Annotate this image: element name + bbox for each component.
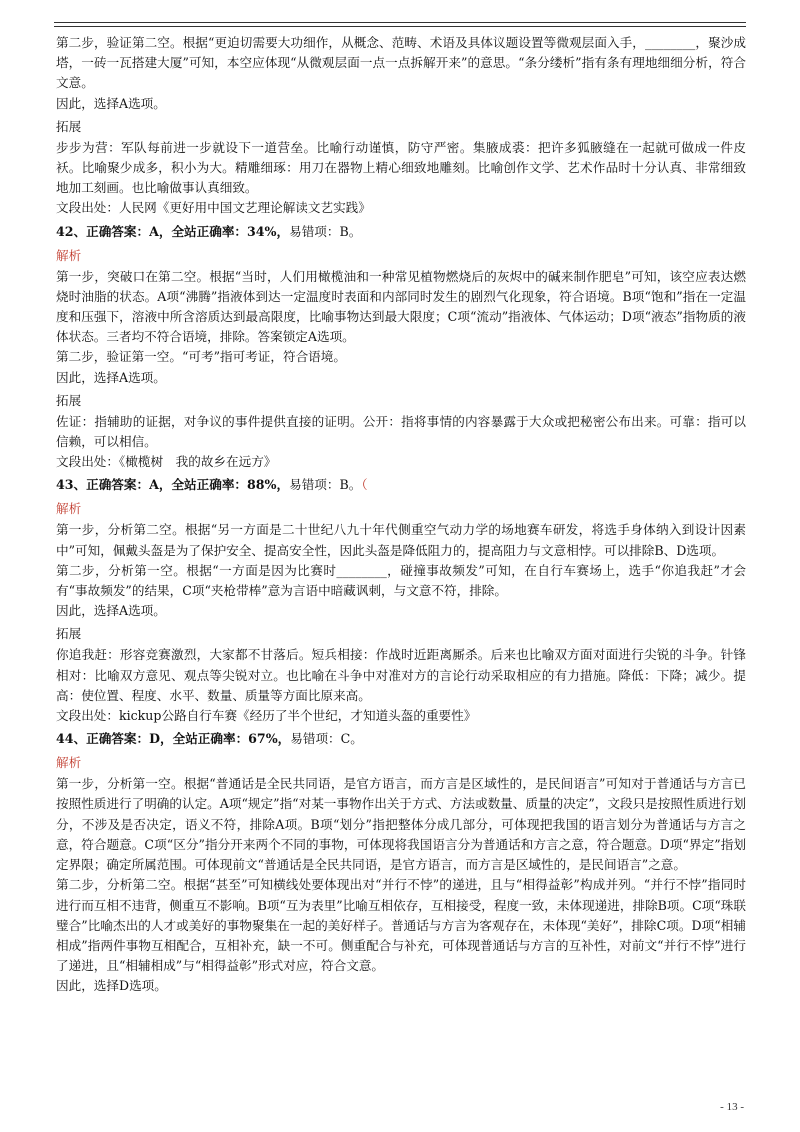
answer-line — [56, 728, 746, 750]
paragraph: 文段出处：人民网《更好用中国文艺理论解读文艺实践》 — [56, 200, 371, 216]
error-item: 易错项：C。 — [290, 731, 363, 747]
paragraph: 佐证：指辅助的证据，对争议的事件提供直接的证明。公开：指将事情的内容暴露于大众或把秘密公布出来。可靠：指可以信赖，可以相信。 — [56, 413, 746, 450]
paragraph: 第一步，突破口在第二空。根据“当时，人们用橄榄油和一种常见植物燃烧后的灰烬中的碱来制作肥皂”可知，该空应表达燃烧时油脂的状态。A项“沸腾”指液体到达一定温度时表面和内部同时发生的剧烈气化现象，符合语境。B项“饱和”指在一定温度和压强下，溶液中所含溶质达到最高限度，比喻事物达到最大限度；C项“流动”指液体、气体运动；D项“液态”指物质的液体状态。三者均不符合语境，排除。答案锁定A选项。 — [56, 268, 746, 345]
paragraph: 文段出处：kickup公路自行车赛《经历了半个世纪，才知道头盔的重要性》 — [56, 708, 477, 724]
error-item: 易错项：B。 — [289, 477, 362, 493]
extension-heading: 拓展 — [56, 392, 82, 408]
paragraph: 第二步，验证第一空。“可考”指可考证，符合语境。 — [56, 349, 346, 365]
paragraph: 因此，选择D选项。 — [56, 978, 167, 994]
answer-line — [56, 221, 746, 243]
paragraph: 你追我赶：形容竞赛激烈，大家都不甘落后。短兵相接：作战时近距离厮杀。后来也比喻双方面对面进行尖锐的斗争。针锋相对：比喻双方意见、观点等尖锐对立。也比喻在斗争中对准对方的言论行动采取相应的有力措施。降低：下降；减少。提高：使位置、程度、水平、数量、质量等方面比原来高。 — [56, 647, 746, 703]
answer-main: 43、正确答案：A，全站正确率：88%， — [56, 477, 290, 493]
analysis-heading: 解析 — [56, 755, 82, 771]
answer-line — [56, 474, 746, 496]
paragraph: 第二步，分析第一空。根据“一方面是因为比赛时________，碰撞事故频发”可知，在自行车赛场上，选手“你追我赶”才会有“事故频发”的结果，C项“夹枪带棒”意为言语中暗藏讽刺，与文意不符，排除。 — [56, 562, 746, 599]
paragraph: 第二步，验证第二空。根据“更迫切需要大功细作，从概念、范畴、术语及具体议题设置等微观层面入手，________，聚沙成塔，一砖一瓦搭建大厦”可知，本空应体现“从微观层面一点一点拆解开来”的意思。“条分缕析”指有条有理地细细分析，符合文意。 — [56, 35, 746, 91]
paragraph: 第二步，分析第二空。根据“甚至”可知横线处要体现出对“并行不悖”的递进，且与“相得益彰”构成并列。“并行不悖”指同时进行而互相不违背，侧重互不影响。B项“互为表里”比喻互相依存，互相接受，程度一致，未体现递进，排除B项。C项“珠联璧合”比喻杰出的人才或美好的事物聚集在一起的美好样子。普通话与方言为客观存在，未体现“美好”，排除C项。D项“相辅相成”指两件事物互相配合，互相补充，缺一不可。侧重配合与补充，可体现普通话与方言的互补性，对前文“并行不悖”进行了递进，且“相辅相成”与“相得益彰”形式对应，符合文意。 — [56, 877, 746, 974]
analysis-heading: 解析 — [56, 247, 82, 263]
header-rule-thick — [54, 22, 746, 23]
answer-main: 44、正确答案：D，全站正确率：67%， — [56, 731, 291, 747]
paragraph: 第一步，分析第一空。根据“普通话是全民共同语，是官方语言，而方言是区域性的，是民间语言”可知对于普通话与方言已按照性质进行了明确的认定。A项“规定”指“对某一事物作出关于方式、方法或数量、质量的决定”，文段只是按照性质进行划分，不涉及是否决定，语义不符，排除A项。B项“划分”指把整体分成几部分，可体现把我国的语言划分为普通话与方言之意，符合题意。C项“区分”指分开来两个不同的事物，可体现将我国语言分为普通话和方言之意，符合题意。D项“界定”指划定界限；确定所属范围。可体现前文“普通话是全民共同语，是官方语言，而方言是区域性的，是民间语言”之意。 — [56, 776, 746, 873]
page-number: - 13 - — [720, 1101, 744, 1113]
paragraph: 因此，选择A选项。 — [56, 95, 166, 111]
document-body — [56, 33, 746, 997]
extension-heading: 拓展 — [56, 626, 82, 642]
header-rule-thin — [54, 26, 746, 27]
paragraph: 文段出处：《橄榄树 我的故乡在远方》 — [56, 454, 277, 470]
paragraph: 第一步，分析第二空。根据“另一方面是二十世纪八九十年代侧重空气动力学的场地赛车研发，将选手身体纳入到设计因素中”可知，佩戴头盔是为了保护安全、提高安全性，因此头盔是降低阻力的，提高阻力与文意相悖。可以排除B、D选项。 — [56, 522, 746, 558]
analysis-heading: 解析 — [56, 501, 82, 517]
answer-main: 42、正确答案：A，全站正确率：34%， — [56, 223, 290, 239]
paragraph: 步步为营：军队每前进一步就设下一道营垒。比喻行动谨慎，防守严密。集腋成裘：把许多狐腋缝在一起就可做成一件皮袄。比喻聚少成多，积小为大。精雕细琢：用刀在器物上精心细致地雕刻。比喻创作文学、艺术作品时十分认真、非常细致地加工刻画。也比喻做事认真细致。 — [56, 139, 746, 196]
stray-mark: （ — [361, 477, 368, 493]
paragraph: 因此，选择A选项。 — [56, 369, 166, 385]
error-item: 易错项：B。 — [289, 223, 362, 239]
paragraph: 因此，选择A选项。 — [56, 603, 166, 619]
extension-heading: 拓展 — [56, 118, 82, 134]
